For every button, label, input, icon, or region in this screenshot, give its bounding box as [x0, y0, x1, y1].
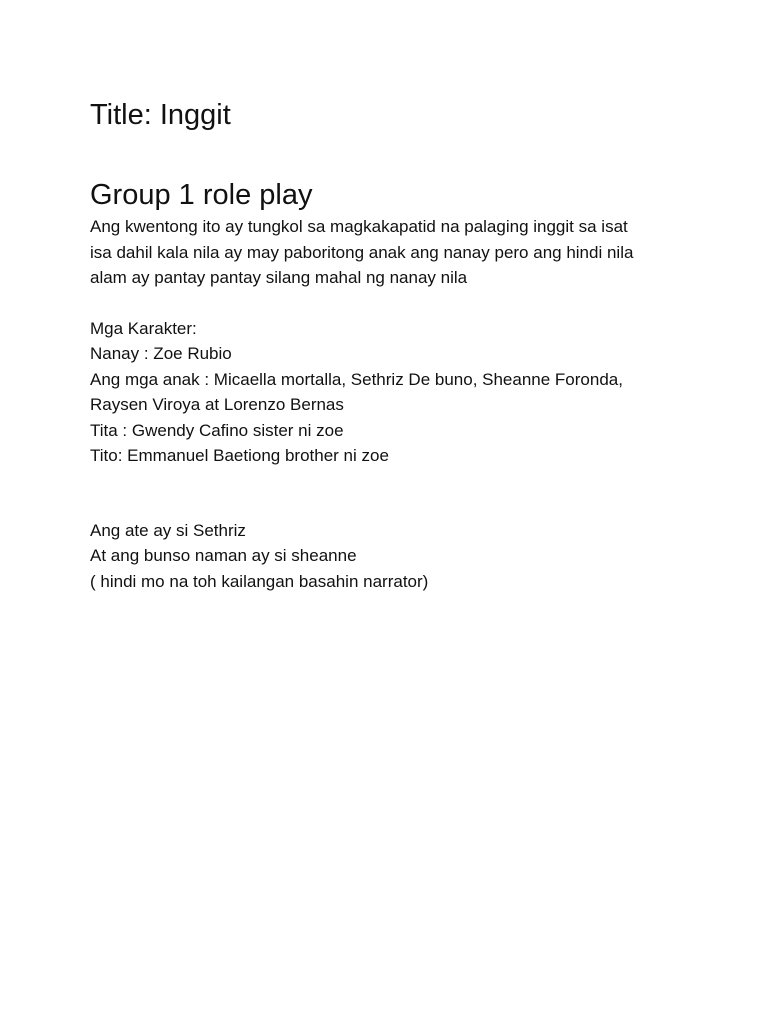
note-line: Ang ate ay si Sethriz [90, 520, 246, 540]
document-title: Title: Inggit [90, 99, 231, 131]
intro-line: alam ay pantay pantay silang mahal ng nanay nila [90, 268, 468, 287]
characters-list [90, 316, 690, 469]
character-line: Nanay : Zoe Rubio [90, 344, 232, 363]
note-line: ( hindi mo na toh kailangan basahin narrator) [90, 571, 429, 591]
notes-section [90, 518, 690, 595]
intro-line: Ang kwentong ito ay tungkol sa magkakapatid na palaging inggit sa isat [90, 217, 628, 236]
characters-heading: Mga Karakter: [90, 318, 197, 338]
character-line: Ang mga anak : Micaella mortalla, Sethriz De buno, Sheanne Foronda, [90, 369, 623, 389]
character-line: Tita : Gwendy Cafino sister ni zoe [90, 420, 344, 440]
intro-line: isa dahil kala nila ay may paboritong anak ang nanay pero ang hindi nila [90, 242, 634, 262]
note-line: At ang bunso naman ay si sheanne [90, 546, 357, 565]
document-content [90, 96, 690, 594]
character-line: Raysen Viroya at Lorenzo Bernas [90, 395, 344, 414]
intro-paragraph [90, 214, 690, 291]
section-heading: Group 1 role play [90, 179, 313, 211]
character-line: Tito: Emmanuel Baetiong brother ni zoe [90, 446, 389, 465]
